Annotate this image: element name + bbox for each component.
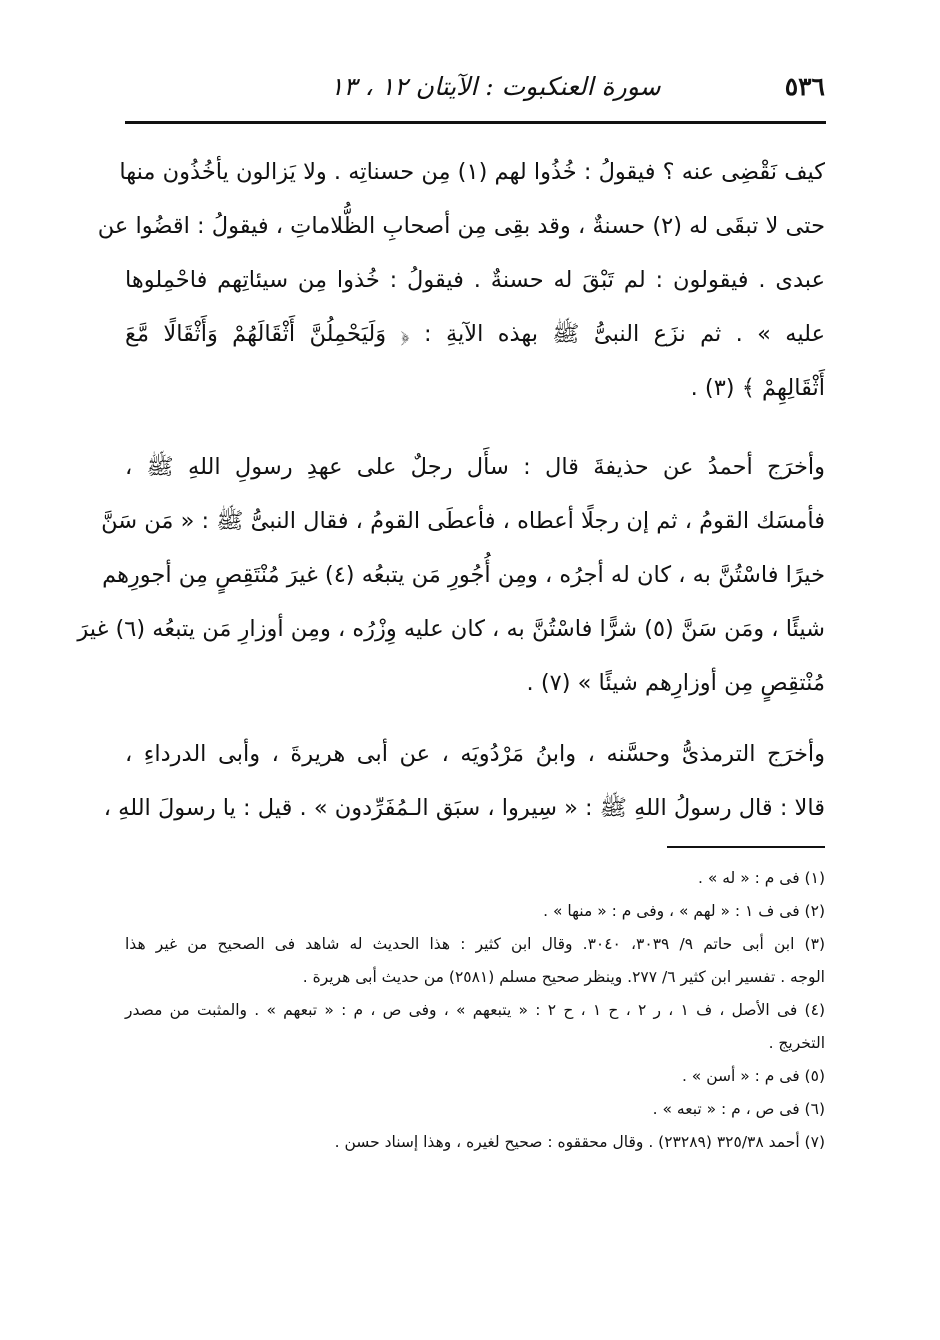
footnote-line: (٣) ابن أبى حاتم ٩/ ٣٠٣٩، ٣٠٤٠. وقال ابن كثير : هذا الحديث له شاهد فى الصحيح من غير هذا [125, 935, 825, 953]
page-number: ٥٣٦ [784, 72, 825, 101]
main-text [77, 145, 825, 835]
footnote-line: (٦) فى ص ، م : « تبعه » . [652, 1100, 825, 1118]
body-line: عبدى . فيقولون : لم تَبْقَ له حسنةٌ . فيقولُ : خُذوا مِن سيئاتِهم فاحْمِلوها [125, 267, 825, 293]
body-line: أَثْقَالِهِمْ ﴾ (٣) . [690, 375, 825, 401]
body-line: كيف نَقْضِى عنه ؟ فيقولُ : خُذُوا لهم (١) مِن حسناتِه . ولا يَزالون يأخُذُون منها [119, 159, 825, 185]
page-header [125, 68, 825, 108]
footnote-line: (٢) فى ف ١ : « لهم » ، وفى م : « منها » . [543, 902, 825, 920]
footnote-line: (٧) أحمد ٣٢٥/٣٨ (٢٣٢٨٩) . وقال محققوه : صحيح لغيره ، وهذا إسناد حسن . [334, 1133, 825, 1151]
body-line: قالا : قال رسولُ اللهِ ﷺ : « سِيروا ، سبَق الـمُفَرِّدون » . قيل : يا رسولَ اللهِ ، [103, 795, 825, 821]
body-line: خيرًا فاسْتُنَّ به ، كان له أجرُه ، ومِن أُجُورِ مَن يتبعُه (٤) غيرَ مُنْتَقِصٍ مِن أجورِهم [102, 562, 825, 588]
footnotes [125, 862, 825, 1159]
body-line: وأخرَج أحمدُ عن حذيفةَ قال : سأَل رجلٌ على عهدِ رسولِ اللهِ ﷺ ، [125, 454, 825, 480]
body-line: حتى لا تبقَى له (٢) حسنةٌ ، وقد بقِى مِن أصحابِ الظُّلاماتِ ، فيقولُ : اقضُوا عن [97, 213, 825, 239]
running-title: سورة العنكبوت : الآيتان ١٢ ، ١٣ [330, 72, 661, 101]
footnote-line: الوجه . تفسير ابن كثير ٦/ ٢٧٧. وينظر صحيح مسلم (٢٥٨١) من حديث أبى هريرة . [302, 968, 825, 986]
body-line: مُنْتقِصٍ مِن أوزارِهم شيئًا » (٧) . [526, 670, 825, 696]
body-line: عليه » . ثم نزَع النبىُّ ﷺ بهذه الآيةِ : ﴿ وَلَيَحْمِلُنَّ أَثْقَالَهُمْ وَأَثْقَالًا مَّعَ [125, 321, 825, 347]
footnote-line: (١) فى م : « له » . [697, 869, 825, 887]
body-line: شيئًا ، ومَن سَنَّ (٥) شرًّا فاسْتُنَّ به ، كان عليه وِزْرُه ، ومِن أوزارِ مَن يتبعُه (٦) غيرَ [77, 616, 825, 642]
body-line: وأخرَج الترمذىُّ وحسَّنه ، وابنُ مَرْدُويَه ، عن أبى هريرةَ ، وأبى الدرداءِ ، [125, 741, 825, 767]
header-divider [125, 121, 826, 124]
footnote-line: (٥) فى م : « أسن » . [681, 1067, 825, 1085]
body-line: فأمسَك القومُ ، ثم إن رجلًا أعطاه ، فأعطَى القومُ ، فقال النبىُّ ﷺ : « مَن سَنَّ [101, 508, 825, 534]
footnote-line: (٤) فى الأصل ، ف ١ ، ر ٢ ، ح ١ ، ح ٢ : « يتبعهم » ، وفى ص ، م : « تبعهم » . والمثبت من مصدر [125, 1001, 825, 1019]
footnote-divider [667, 846, 825, 848]
footnote-line: التخريج . [768, 1034, 825, 1052]
